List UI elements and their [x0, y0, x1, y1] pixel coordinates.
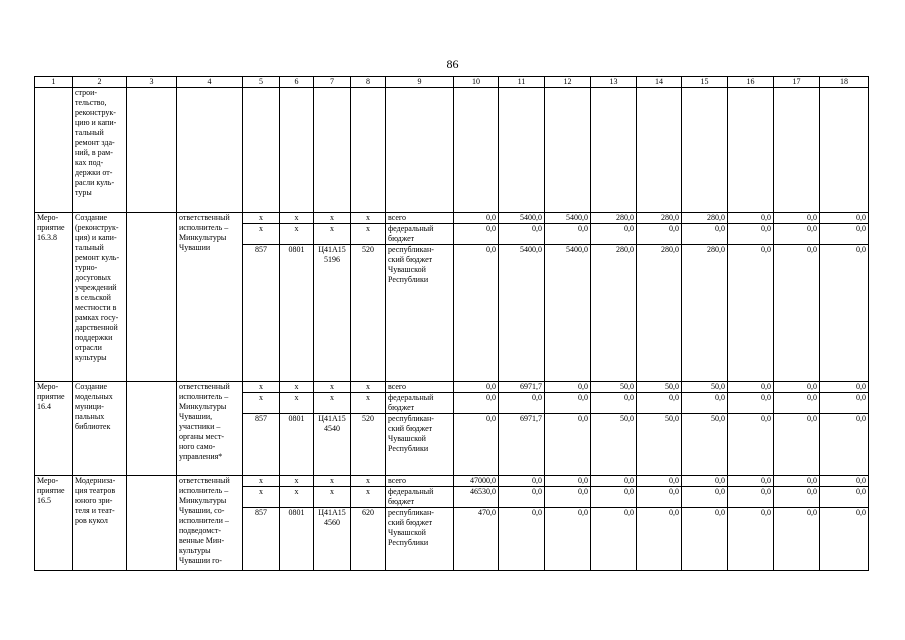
column-number-6: 6: [280, 77, 314, 88]
value-cell: 6971,7: [499, 382, 545, 393]
executor-cell: ответственный исполнитель – Минкультуры Чувашии, участники – органы мест- ного само- управления*: [177, 382, 243, 476]
funding-source-cell: республикан- ский бюджет Чувашской Республики: [386, 508, 454, 571]
cell-empty: [545, 88, 591, 213]
column-number-11: 11: [499, 77, 545, 88]
column-number-2: 2: [73, 77, 127, 88]
budget-table: [34, 76, 869, 571]
column-number-1: 1: [35, 77, 73, 88]
cell-empty: [499, 88, 545, 213]
section-cell: x: [280, 382, 314, 393]
value-cell: 0,0: [728, 414, 774, 476]
value-cell: 0,0: [499, 476, 545, 487]
value-cell: 0,0: [682, 393, 728, 414]
value-cell: 0,0: [637, 393, 682, 414]
value-cell: 0,0: [774, 414, 820, 476]
value-cell: 0,0: [545, 476, 591, 487]
value-cell: 280,0: [591, 213, 637, 224]
event-name-cell: Создание модельных муници- пальных библиотек: [73, 382, 127, 476]
value-cell: 50,0: [637, 414, 682, 476]
value-cell: 50,0: [591, 414, 637, 476]
target-article-cell: Ц41А15 5196: [314, 245, 351, 382]
event-id-cell: Меро- приятие 16.4: [35, 382, 73, 476]
value-cell: 0,0: [682, 487, 728, 508]
column-number-12: 12: [545, 77, 591, 88]
expense-type-cell: x: [351, 382, 386, 393]
event-name-cell: Создание (реконструк- ция) и капи- тальный ремонт куль- турно- досуговых учреждений в сельской местности в рамках госу- дарственной поддержки отрасли культуры: [73, 213, 127, 382]
event-name-cell: Модерниза- ция театров юного зри- теля и теат- ров кукол: [73, 476, 127, 571]
value-cell: 0,0: [682, 476, 728, 487]
value-cell: 0,0: [728, 245, 774, 382]
value-cell: 0,0: [820, 508, 869, 571]
value-cell: 0,0: [454, 382, 499, 393]
expense-type-cell: x: [351, 487, 386, 508]
value-cell: 50,0: [591, 382, 637, 393]
target-article-cell: Ц41А15 4560: [314, 508, 351, 571]
cell-empty: [351, 88, 386, 213]
value-cell: 6971,7: [499, 414, 545, 476]
value-cell: 0,0: [728, 487, 774, 508]
page-number: 86: [446, 57, 459, 71]
value-cell: 50,0: [682, 414, 728, 476]
table-row: [35, 382, 869, 393]
value-cell: 0,0: [774, 508, 820, 571]
value-cell: 0,0: [820, 487, 869, 508]
continuation-row: [35, 88, 869, 213]
event-id-cell: Меро- приятие 16.5: [35, 476, 73, 571]
value-cell: 0,0: [454, 414, 499, 476]
column-number-8: 8: [351, 77, 386, 88]
value-cell: 0,0: [774, 245, 820, 382]
column-number-13: 13: [591, 77, 637, 88]
target-article-cell: x: [314, 487, 351, 508]
funding-source-cell: всего: [386, 476, 454, 487]
grbs-cell: x: [243, 476, 280, 487]
section-cell: 0801: [280, 414, 314, 476]
value-cell: 0,0: [728, 224, 774, 245]
funding-source-cell: федеральный бюджет: [386, 487, 454, 508]
cell-empty: [682, 88, 728, 213]
value-cell: 0,0: [499, 224, 545, 245]
value-cell: 0,0: [545, 224, 591, 245]
value-cell: 0,0: [820, 414, 869, 476]
section-cell: x: [280, 224, 314, 245]
value-cell: 0,0: [591, 487, 637, 508]
value-cell: 0,0: [545, 393, 591, 414]
grbs-cell: x: [243, 213, 280, 224]
value-cell: 0,0: [820, 382, 869, 393]
section-cell: x: [280, 476, 314, 487]
value-cell: 0,0: [637, 224, 682, 245]
target-article-cell: x: [314, 476, 351, 487]
value-cell: 0,0: [591, 224, 637, 245]
value-cell: 280,0: [637, 245, 682, 382]
value-cell: 280,0: [637, 213, 682, 224]
value-cell: 0,0: [820, 393, 869, 414]
cell-empty: [127, 476, 177, 571]
cell-empty: [386, 88, 454, 213]
expense-type-cell: 520: [351, 414, 386, 476]
value-cell: 50,0: [637, 382, 682, 393]
grbs-cell: x: [243, 487, 280, 508]
column-number-7: 7: [314, 77, 351, 88]
value-cell: 280,0: [682, 213, 728, 224]
event-id-cell: Меро- приятие 16.3.8: [35, 213, 73, 382]
cell-empty: [637, 88, 682, 213]
column-number-14: 14: [637, 77, 682, 88]
cell-empty: [243, 88, 280, 213]
value-cell: 0,0: [774, 224, 820, 245]
value-cell: 280,0: [682, 245, 728, 382]
value-cell: 50,0: [682, 382, 728, 393]
value-cell: 0,0: [499, 487, 545, 508]
expense-type-cell: x: [351, 213, 386, 224]
section-cell: x: [280, 487, 314, 508]
value-cell: 0,0: [545, 414, 591, 476]
value-cell: 0,0: [545, 508, 591, 571]
funding-source-cell: республикан- ский бюджет Чувашской Республики: [386, 414, 454, 476]
value-cell: 0,0: [774, 382, 820, 393]
value-cell: 0,0: [774, 393, 820, 414]
executor-cell: ответственный исполнитель – Минкультуры Чувашии: [177, 213, 243, 382]
table-row: [35, 476, 869, 487]
grbs-cell: 857: [243, 508, 280, 571]
cell-empty: [280, 88, 314, 213]
value-cell: 46530,0: [454, 487, 499, 508]
value-cell: 0,0: [728, 213, 774, 224]
column-number-17: 17: [774, 77, 820, 88]
column-number-9: 9: [386, 77, 454, 88]
continuation-name-cell: строи- тельство, реконструк- цию и капи- тальный ремонт зда- ний, в рам- ках под- держки от- расли куль- туры: [73, 88, 127, 213]
grbs-cell: x: [243, 393, 280, 414]
grbs-cell: x: [243, 382, 280, 393]
column-number-row: [35, 77, 869, 88]
value-cell: 0,0: [591, 476, 637, 487]
expense-type-cell: x: [351, 476, 386, 487]
table-row: [35, 213, 869, 224]
value-cell: 0,0: [728, 393, 774, 414]
value-cell: 0,0: [499, 508, 545, 571]
value-cell: 0,0: [545, 487, 591, 508]
section-cell: x: [280, 213, 314, 224]
column-number-4: 4: [177, 77, 243, 88]
value-cell: 0,0: [774, 487, 820, 508]
value-cell: 0,0: [637, 487, 682, 508]
target-article-cell: x: [314, 224, 351, 245]
expense-type-cell: 620: [351, 508, 386, 571]
value-cell: 0,0: [454, 393, 499, 414]
column-number-10: 10: [454, 77, 499, 88]
value-cell: 0,0: [820, 213, 869, 224]
column-number-5: 5: [243, 77, 280, 88]
section-cell: x: [280, 393, 314, 414]
value-cell: 0,0: [820, 476, 869, 487]
cell-empty: [774, 88, 820, 213]
funding-source-cell: всего: [386, 382, 454, 393]
value-cell: 0,0: [591, 508, 637, 571]
value-cell: 5400,0: [545, 213, 591, 224]
value-cell: 0,0: [774, 476, 820, 487]
cell-empty: [127, 382, 177, 476]
grbs-cell: 857: [243, 414, 280, 476]
target-article-cell: x: [314, 213, 351, 224]
section-cell: 0801: [280, 245, 314, 382]
cell-empty: [591, 88, 637, 213]
value-cell: 0,0: [682, 224, 728, 245]
value-cell: 0,0: [454, 213, 499, 224]
expense-type-cell: 520: [351, 245, 386, 382]
cell-empty: [127, 88, 177, 213]
value-cell: 0,0: [545, 382, 591, 393]
value-cell: 0,0: [637, 476, 682, 487]
column-number-15: 15: [682, 77, 728, 88]
funding-source-cell: республикан- ский бюджет Чувашской Республики: [386, 245, 454, 382]
funding-source-cell: федеральный бюджет: [386, 393, 454, 414]
cell-empty: [314, 88, 351, 213]
value-cell: 5400,0: [545, 245, 591, 382]
value-cell: 0,0: [820, 224, 869, 245]
column-number-18: 18: [820, 77, 869, 88]
value-cell: 0,0: [454, 224, 499, 245]
funding-source-cell: федеральный бюджет: [386, 224, 454, 245]
value-cell: 0,0: [774, 213, 820, 224]
column-number-16: 16: [728, 77, 774, 88]
target-article-cell: x: [314, 393, 351, 414]
target-article-cell: x: [314, 382, 351, 393]
grbs-cell: 857: [243, 245, 280, 382]
cell-empty: [127, 213, 177, 382]
cell-empty: [177, 88, 243, 213]
value-cell: 0,0: [591, 393, 637, 414]
target-article-cell: Ц41А15 4540: [314, 414, 351, 476]
value-cell: 47000,0: [454, 476, 499, 487]
value-cell: 0,0: [728, 508, 774, 571]
expense-type-cell: x: [351, 393, 386, 414]
cell-empty: [454, 88, 499, 213]
executor-cell: ответственный исполнитель – Минкультуры Чувашии, со- исполнители – подведомст- венные Мин- культуры Чувашии го-: [177, 476, 243, 571]
value-cell: 0,0: [820, 245, 869, 382]
cell-empty: [728, 88, 774, 213]
value-cell: 0,0: [499, 393, 545, 414]
value-cell: 5400,0: [499, 245, 545, 382]
value-cell: 470,0: [454, 508, 499, 571]
funding-source-cell: всего: [386, 213, 454, 224]
cell-empty: [820, 88, 869, 213]
cell-empty: [35, 88, 73, 213]
value-cell: 0,0: [728, 476, 774, 487]
value-cell: 0,0: [454, 245, 499, 382]
value-cell: 0,0: [682, 508, 728, 571]
value-cell: 5400,0: [499, 213, 545, 224]
value-cell: 280,0: [591, 245, 637, 382]
column-number-3: 3: [127, 77, 177, 88]
value-cell: 0,0: [728, 382, 774, 393]
section-cell: 0801: [280, 508, 314, 571]
value-cell: 0,0: [637, 508, 682, 571]
grbs-cell: x: [243, 224, 280, 245]
expense-type-cell: x: [351, 224, 386, 245]
